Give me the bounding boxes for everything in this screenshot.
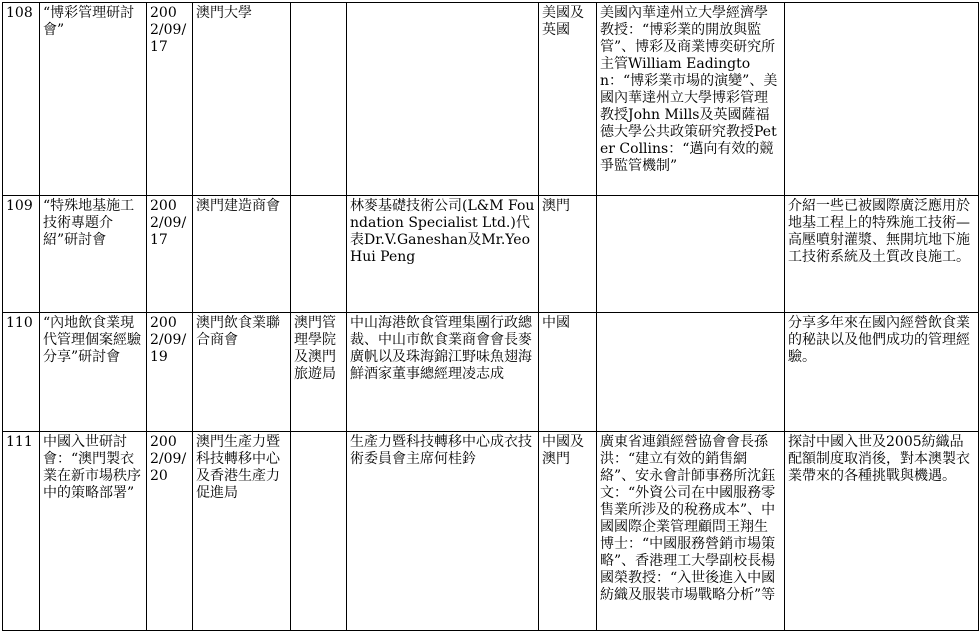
organizer: 澳門飲食業聯合商會 bbox=[193, 313, 291, 432]
event-date: 2002/09/17 bbox=[147, 196, 193, 313]
place: 美國及英國 bbox=[539, 3, 597, 196]
co-organizer bbox=[291, 3, 347, 196]
event-date: 2002/09/17 bbox=[147, 3, 193, 196]
event-date: 2002/09/19 bbox=[147, 313, 193, 432]
guest-speakers: 美國內華達州立大學經濟學教授：“博彩業的開放與監管”、博彩及商業博奕研究所主管William Eadington：“博彩業市場的演變”、美國內華達州立大學博彩管理教授John Mills及英國薩福德大學公共政策研究教授Peter Collins：“邁向有效的競爭監管機制” bbox=[597, 3, 785, 196]
co-organizer: 澳門管理學院及澳門旅遊局 bbox=[291, 313, 347, 432]
speaker: 林麥基礎技術公司(L&M Foundation Specialist Ltd.)代表Dr.V.Ganeshan及Mr.Yeo Hui Peng bbox=[347, 196, 539, 313]
place: 中國 bbox=[539, 313, 597, 432]
co-organizer bbox=[291, 432, 347, 631]
table-row bbox=[3, 313, 979, 432]
event-name: “內地飲食業現代管理個案經驗分享”研討會 bbox=[40, 313, 147, 432]
place: 中國及澳門 bbox=[539, 432, 597, 631]
event-name: 中國入世研討會：“澳門製衣業在新市場秩序中的策略部署” bbox=[40, 432, 147, 631]
table-row bbox=[3, 432, 979, 631]
row-number: 111 bbox=[3, 432, 40, 631]
seminar-table bbox=[2, 2, 979, 631]
event-name: “博彩管理研討會” bbox=[40, 3, 147, 196]
event-date: 2002/09/20 bbox=[147, 432, 193, 631]
speaker bbox=[347, 3, 539, 196]
speaker: 生產力暨科技轉移中心成衣技術委員會主席何桂鈐 bbox=[347, 432, 539, 631]
speaker: 中山海港飲食管理集團行政總裁、中山市飲食業商會會長麥廣帆以及珠海錦江野味魚翅海鮮酒家董事總經理凌志成 bbox=[347, 313, 539, 432]
row-number: 108 bbox=[3, 3, 40, 196]
content-summary: 探討中國入世及2005紡織品配額制度取消後，對本澳製衣業帶來的各種挑戰與機遇。 bbox=[785, 432, 979, 631]
row-number: 109 bbox=[3, 196, 40, 313]
guest-speakers: 廣東省連鎖經營協會會長孫洪：“建立有效的銷售網絡”、安永會計師事務所沈鈺文：“外資公司在中國服務零售業所涉及的稅務成本”、中國國際企業管理顧問王翔生博士：“中國服務營銷市場策略”、香港理工大學副校長楊國榮教授：“入世後進入中國紡織及服裝市場戰略分析”等 bbox=[597, 432, 785, 631]
guest-speakers bbox=[597, 196, 785, 313]
content-summary: 分享多年來在國內經營飲食業的秘訣以及他們成功的管理經驗。 bbox=[785, 313, 979, 432]
table-row bbox=[3, 3, 979, 196]
event-name: “特殊地基施工技術專題介紹”研討會 bbox=[40, 196, 147, 313]
place: 澳門 bbox=[539, 196, 597, 313]
content-summary: 介紹一些已被國際廣泛應用於地基工程上的特殊施工技術—高壓噴射灌漿、無開坑地下施工技術系統及土質改良施工。 bbox=[785, 196, 979, 313]
row-number: 110 bbox=[3, 313, 40, 432]
content-summary bbox=[785, 3, 979, 196]
guest-speakers bbox=[597, 313, 785, 432]
organizer: 澳門生產力暨科技轉移中心及香港生產力促進局 bbox=[193, 432, 291, 631]
co-organizer bbox=[291, 196, 347, 313]
organizer: 澳門大學 bbox=[193, 3, 291, 196]
organizer: 澳門建造商會 bbox=[193, 196, 291, 313]
table-row bbox=[3, 196, 979, 313]
